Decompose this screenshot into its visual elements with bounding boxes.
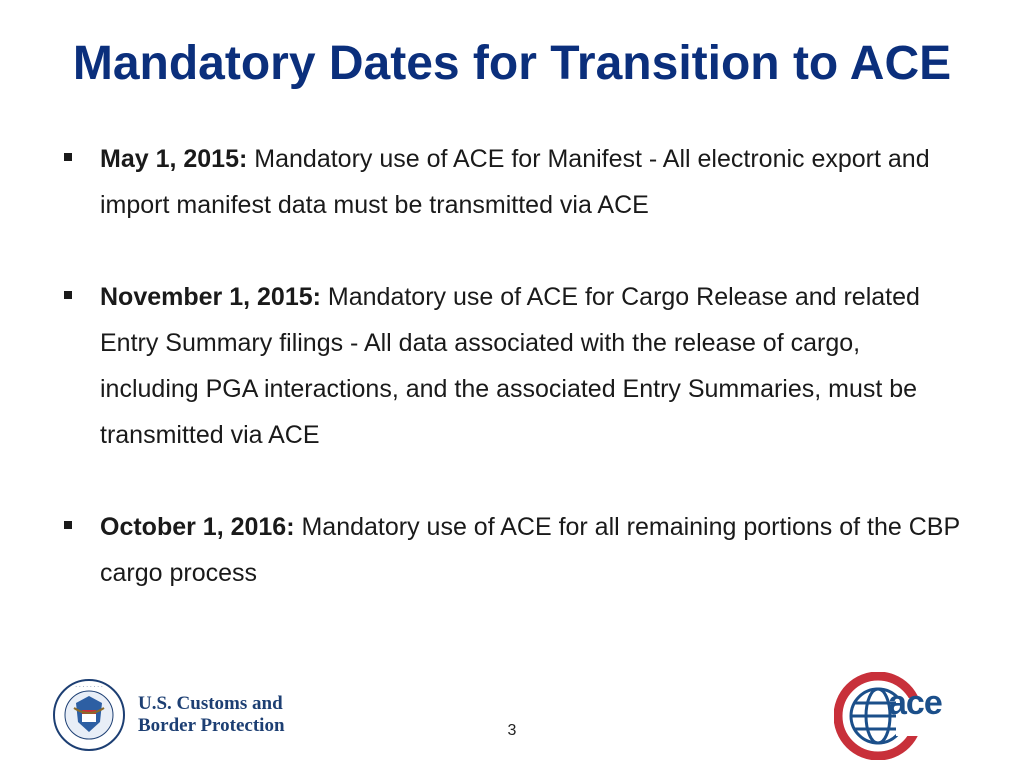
agency-name <box>138 693 285 737</box>
bullet-item <box>64 274 964 458</box>
agency-line-1: U.S. Customs and <box>138 693 283 714</box>
square-bullet-icon <box>64 291 72 299</box>
agency-line-2: Border Protection <box>138 715 285 736</box>
bullet-text: Mandatory use of ACE for all remaining portions of the CBP cargo process <box>100 513 960 587</box>
bullet-text: Mandatory use of ACE for Cargo Release and related Entry Summary filings - All data associated with the release of cargo, including PGA interactions, and the associated Entry Summaries, must be transmitted via ACE <box>100 283 920 449</box>
square-bullet-icon <box>64 153 72 161</box>
bullet-item <box>64 504 964 596</box>
dhs-seal-icon <box>52 678 126 752</box>
cbp-logo <box>52 678 285 752</box>
svg-text:· · · · · · · ·: · · · · · · · · <box>75 684 103 690</box>
square-bullet-icon <box>64 521 72 529</box>
bullet-date: May 1, 2015: <box>100 145 248 173</box>
bullet-item <box>64 136 964 228</box>
bullet-date: November 1, 2015: <box>100 283 321 311</box>
ace-logo-text: ace <box>888 684 942 722</box>
bullet-list <box>64 136 964 642</box>
bullet-date: October 1, 2016: <box>100 513 295 541</box>
page-number: 3 <box>507 722 517 739</box>
bullet-text: Mandatory use of ACE for Manifest - All electronic export and import manifest data must be transmitted via ACE <box>100 145 930 219</box>
slide-title: Mandatory Dates for Transition to ACE <box>72 37 952 90</box>
